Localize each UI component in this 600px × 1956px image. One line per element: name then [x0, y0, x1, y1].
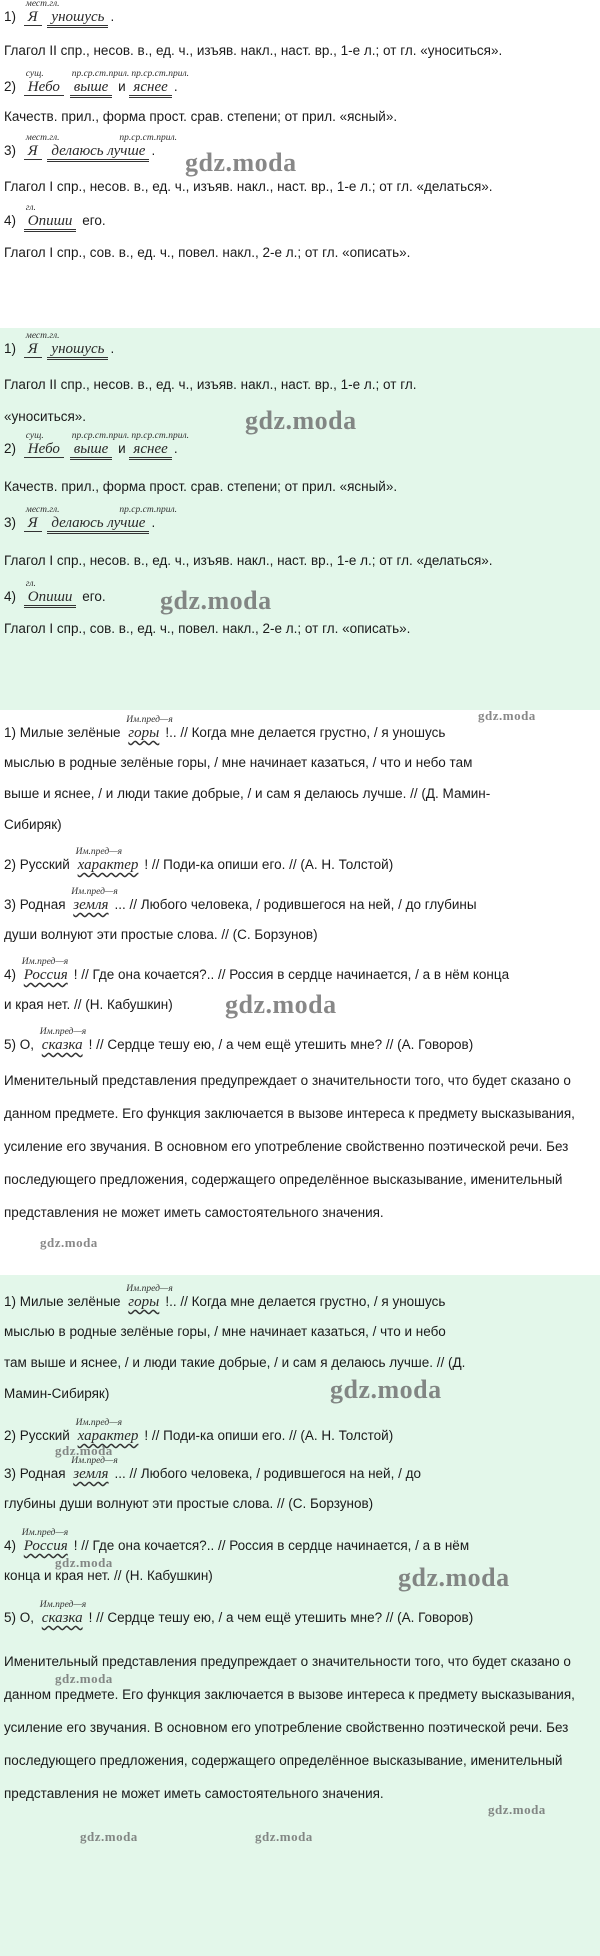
examples-block-2: [0, 1275, 600, 1956]
pos-label: мест.: [25, 0, 50, 9]
watermark: gdz.moda: [55, 1443, 113, 1458]
subject-word: Я: [24, 9, 42, 26]
watermark: gdz.moda: [245, 406, 357, 435]
watermark: gdz.moda: [160, 586, 272, 615]
pos-label: гл.: [49, 133, 60, 143]
sentence-4: 4) гл. Опиши его.: [4, 212, 590, 230]
nominative-word: сказка: [41, 1037, 83, 1053]
nominative-word: характер: [77, 857, 139, 873]
analysis-block-2: [0, 328, 600, 710]
example-2: 2) Русский Им.пред—я характер ! // Поди-ка опиши его. // (А. Н. Толстой): [4, 1427, 590, 1445]
watermark: gdz.moda: [185, 148, 297, 177]
pos-label: пр.ср.ст.прил.: [119, 505, 177, 515]
pos-label: пр.ср.ст.прил.: [131, 69, 189, 79]
predicate-word: Опиши: [24, 589, 77, 608]
pos-label: гл.: [25, 579, 36, 589]
description-1a: Глагол II спр., несов. в., ед. ч., изъяв. накл., наст. вр., 1-е л.; от гл.: [4, 377, 417, 392]
description-2: Качеств. прил., форма прост. срав. степени; от прил. «ясный».: [4, 479, 398, 494]
predicate-word: выше: [70, 79, 113, 98]
pos-label: гл.: [49, 0, 60, 9]
pos-label: пр.ср.ст.прил.: [71, 69, 130, 79]
pos-label: Им.пред—я: [21, 957, 69, 967]
sentence-1: 1) мест. Я гл. уношусь .: [4, 340, 590, 358]
pos-label: гл.: [49, 331, 60, 341]
predicate-word: уношусь: [47, 341, 108, 360]
watermark: gdz.moda: [40, 1235, 98, 1250]
analysis-block-1: [0, 0, 600, 328]
nominative-word: горы: [128, 725, 160, 741]
watermark: gdz.moda: [330, 1375, 442, 1404]
pos-label: сущ.: [25, 431, 44, 441]
pos-label: Им.пред—я: [75, 847, 123, 857]
subject-word: Небо: [24, 79, 64, 96]
example-1: 1) Милые зелёные Им.пред—я горы !.. // Когда мне делается грустно, / я уношусь: [4, 1293, 590, 1311]
predicate-word: яснее: [129, 79, 171, 98]
pos-label: гл.: [25, 203, 36, 213]
watermark: gdz.moda: [225, 990, 337, 1019]
description-3: Глагол I спр., несов. в., ед. ч., изъяв. накл., наст. вр., 1-е л.; от гл. «делаться».: [4, 179, 493, 194]
example-4-line-2: и края нет. // (Н. Кабушкин): [4, 997, 173, 1012]
nominative-word: земля: [73, 897, 109, 913]
pos-label: Им.пред—я: [39, 1600, 87, 1610]
nominative-word: характер: [77, 1428, 139, 1444]
example-1-line-3: там выше и яснее, / и люди такие добрые, / и сам я делаюсь лучше. // (Д.: [4, 1355, 466, 1370]
watermark: gdz.moda: [55, 1555, 113, 1570]
example-1-line-2: мыслью в родные зелёные горы, / мне начинает казаться, / что и небо там: [4, 755, 473, 770]
sentence-1: 1) мест. Я гл. уношусь .: [4, 8, 590, 26]
pos-label: сущ.: [25, 69, 44, 79]
predicate-word: выше: [70, 441, 113, 460]
example-1-line-4: Мамин-Сибиряк): [4, 1386, 110, 1401]
pos-label: Им.пред—я: [75, 1418, 123, 1428]
explanation-paragraph: Именительный представления предупреждает о значительности того, что будет сказано о данном предмете. Его функция заключается в вызове интереса к предмету высказывания, усиление его звучания. В основном его употребление свойственно поэтической речи. Без последующего предложения, содержащего определённое высказывание, именительный представления не может иметь самостоятельного значения.: [4, 1073, 575, 1220]
pos-label: Им.пред—я: [39, 1027, 87, 1037]
example-5: 5) О, Им.пред—я сказка ! // Сердце тешу ею, / а чем ещё утешить мне? // (А. Говоров): [4, 1036, 590, 1054]
example-5: 5) О, Им.пред—я сказка ! // Сердце тешу ею, / а чем ещё утешить мне? // (А. Говоров): [4, 1609, 590, 1627]
example-1-line-4: Сибиряк): [4, 817, 62, 832]
subject-word: Я: [24, 143, 42, 160]
nominative-word: земля: [73, 1466, 109, 1482]
pos-label: мест.: [25, 331, 50, 341]
example-3-line-2: глубины души волнуют эти простые слова. // (С. Борзунов): [4, 1496, 374, 1511]
pos-label: пр.ср.ст.прил.: [119, 133, 177, 143]
watermark: gdz.moda: [80, 1829, 138, 1844]
predicate-word: делаюсь лучше: [47, 515, 149, 534]
predicate-word: уношусь: [47, 9, 108, 28]
description-4: Глагол I спр., сов. в., ед. ч., повел. накл., 2-е л.; от гл. «описать».: [4, 245, 411, 260]
subject-word: Небо: [24, 441, 64, 458]
sentence-2: 2) сущ. Небо пр.ср.ст.прил. выше и пр.ср.ст.прил. яснее .: [4, 440, 590, 458]
watermark: gdz.moda: [478, 708, 536, 723]
predicate-word: яснее: [129, 441, 171, 460]
pos-label: пр.ср.ст.прил.: [131, 431, 189, 441]
description-1: Глагол II спр., несов. в., ед. ч., изъяв. накл., наст. вр., 1-е л.; от гл. «уноситься».: [4, 43, 503, 58]
example-4: 4) Им.пред—я Россия ! // Где она кочается?.. // Россия в сердце начинается, / а в нём: [4, 1537, 590, 1555]
description-1b: «уноситься».: [4, 409, 87, 424]
nominative-word: Россия: [23, 1538, 68, 1554]
pos-label: гл.: [49, 505, 60, 515]
example-3: 3) Родная Им.пред—я земля ... // Любого человека, / родившегося на ней, / до глубины: [4, 896, 590, 914]
pos-label: мест.: [25, 133, 50, 143]
watermark: gdz.moda: [255, 1829, 313, 1844]
nominative-word: Россия: [23, 967, 68, 983]
example-3-line-2: души волнуют эти простые слова. // (С. Борзунов): [4, 927, 318, 942]
sentence-4: 4) гл. Опиши его.: [4, 588, 590, 606]
examples-block-1: [0, 710, 600, 1275]
watermark: gdz.moda: [55, 1671, 113, 1686]
nominative-word: горы: [128, 1294, 160, 1310]
watermark: gdz.moda: [488, 1802, 546, 1817]
sentence-3: 3) мест. Я гл. пр.ср.ст.прил. делаюсь лучше .: [4, 514, 590, 532]
example-1-line-3: выше и яснее, / и люди такие добрые, / и сам я делаюсь лучше. // (Д. Мамин-: [4, 786, 491, 801]
pos-label: мест.: [25, 505, 50, 515]
predicate-word: делаюсь лучше: [47, 143, 149, 162]
pos-label: Им.пред—я: [71, 1456, 118, 1466]
description-4: Глагол I спр., сов. в., ед. ч., повел. накл., 2-е л.; от гл. «описать».: [4, 621, 411, 636]
subject-word: Я: [24, 515, 42, 532]
example-3: 3) Родная Им.пред—я земля ... // Любого человека, / родившегося на ней, / до: [4, 1465, 590, 1483]
description-2: Качеств. прил., форма прост. срав. степени; от прил. «ясный».: [4, 109, 398, 124]
subject-word: Я: [24, 341, 42, 358]
pos-label: пр.ср.ст.прил.: [71, 431, 130, 441]
pos-label: Им.пред—я: [71, 887, 118, 897]
example-1-line-2: мыслью в родные зелёные горы, / мне начинает казаться, / что и небо: [4, 1324, 446, 1339]
sentence-2: 2) сущ. Небо пр.ср.ст.прил. выше и пр.ср.ст.прил. яснее .: [4, 78, 590, 96]
explanation-paragraph: Именительный представления предупреждает о значительности того, что будет сказано о данном предмете. Его функция заключается в вызове интереса к предмету высказывания, усиление его звучания. В основном его употребление свойственно поэтической речи. Без последующего предложения, содержащего определённое высказывание, именительный представления не может иметь самостоятельного значения.: [4, 1654, 575, 1801]
example-2: 2) Русский Им.пред—я характер ! // Поди-ка опиши его. // (А. Н. Толстой): [4, 856, 590, 874]
predicate-word: Опиши: [24, 213, 77, 232]
watermark: gdz.moda: [398, 1563, 510, 1592]
example-4: 4) Им.пред—я Россия ! // Где она кочается?.. // Россия в сердце начинается, / а в нём конца: [4, 966, 590, 984]
description-3: Глагол I спр., несов. в., ед. ч., изъяв. накл., наст. вр., 1-е л.; от гл. «делаться».: [4, 553, 493, 568]
sentence-3: 3) мест. Я гл. пр.ср.ст.прил. делаюсь лучше .: [4, 142, 590, 160]
pos-label: Им.пред—я: [126, 715, 173, 725]
nominative-word: сказка: [41, 1610, 83, 1626]
example-1: 1) Милые зелёные Им.пред—я горы !.. // Когда мне делается грустно, / я уношусь: [4, 724, 590, 742]
pos-label: Им.пред—я: [126, 1284, 173, 1294]
example-4-line-2: конца и края нет. // (Н. Кабушкин): [4, 1568, 213, 1583]
pos-label: Им.пред—я: [21, 1528, 69, 1538]
